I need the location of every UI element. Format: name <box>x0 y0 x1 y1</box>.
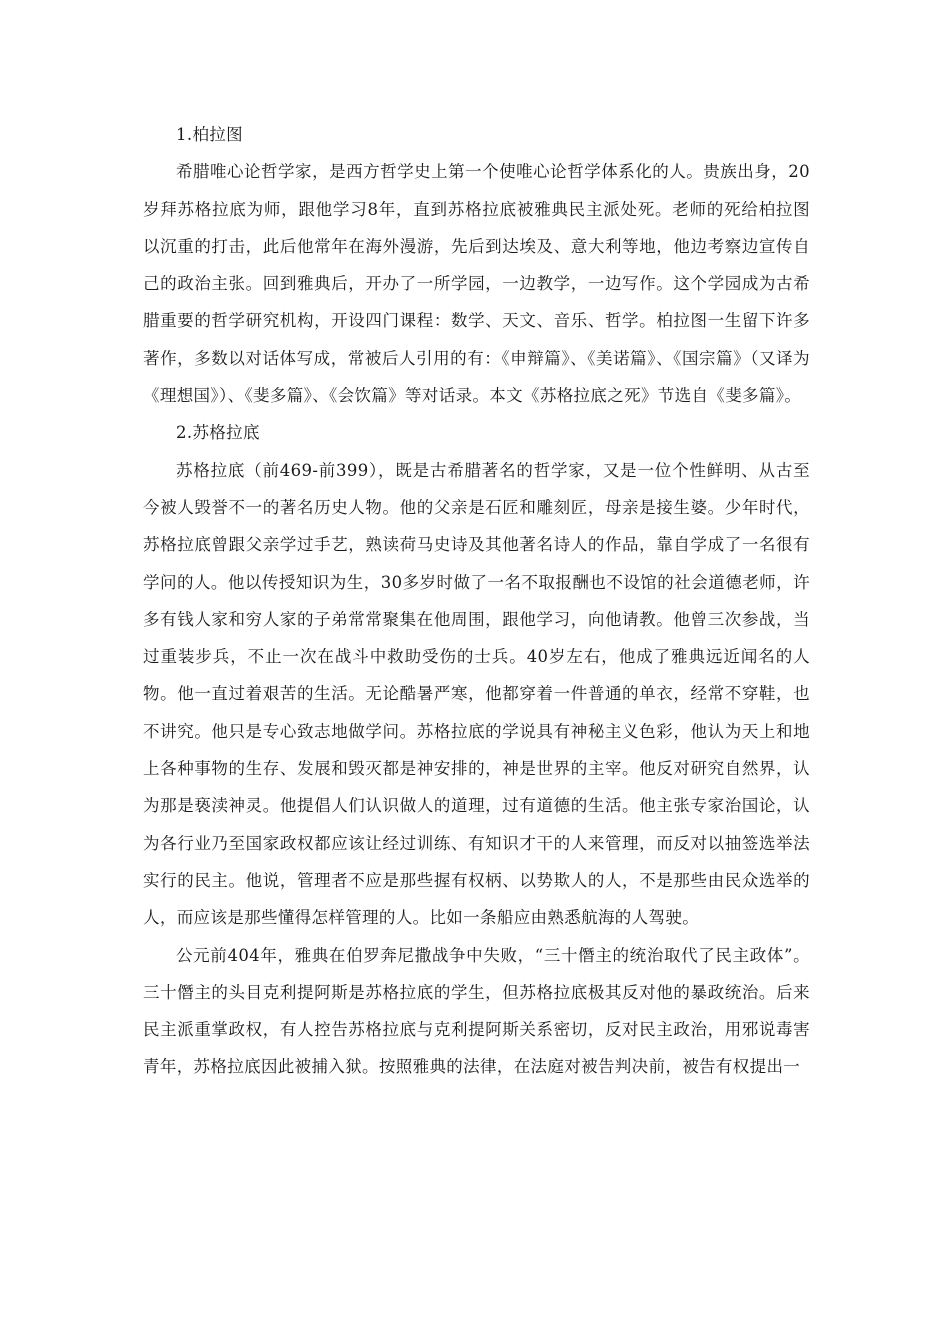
document-page <box>143 116 810 1086</box>
paragraph-plato-bio: 希腊唯心论哲学家，是西方哲学史上第一个使唯心论哲学体系化的人。贵族出身，20岁拜苏格拉底为师，跟他学习8年，直到苏格拉底被雅典民主派处死。老师的死给柏拉图以沉重的打击，此后他常年在海外漫游，先后到达埃及、意大利等地，他边考察边宣传自己的政治主张。回到雅典后，开办了一所学园，一边教学，一边写作。这个学园成为古希腊重要的哲学研究机构，开设四门课程：数学、天文、音乐、哲学。柏拉图一生留下许多著作，多数以对话体写成，常被后人引用的有：《申辩篇》、《美诺篇》、《国宗篇》（又译为《理想国》）、《斐多篇》、《会饮篇》等对话录。本文《苏格拉底之死》节选自《斐多篇》。 <box>143 162 810 406</box>
paragraph-socrates-bio: 苏格拉底（前469-前399），既是古希腊著名的哲学家，又是一位个性鲜明、从古至今被人毁誉不一的著名历史人物。他的父亲是石匠和雕刻匠，母亲是接生婆。少年时代，苏格拉底曾跟父亲学过手艺，熟读荷马史诗及其他著名诗人的作品，靠自学成了一名很有学问的人。他以传授知识为生，30多岁时做了一名不取报酬也不设馆的社会道德老师，许多有钱人家和穷人家的子弟常常聚集在他周围，跟他学习，向他请教。他曾三次参战，当过重装步兵，不止一次在战斗中救助受伤的士兵。40岁左右，他成了雅典远近闻名的人物。他一直过着艰苦的生活。无论酷暑严寒，他都穿着一件普通的单衣，经常不穿鞋，也不讲究。他只是专心致志地做学问。苏格拉底的学说具有神秘主义色彩，他认为天上和地上各种事物的生存、发展和毁灭都是神安排的，神是世界的主宰。他反对研究自然界，认为那是亵渎神灵。他提倡人们认识做人的道理，过有道德的生活。他主张专家治国论，认为各行业乃至国家政权都应该让经过训练、有知识才干的人来管理，而反对以抽签选举法实行的民主。他说，管理者不应是那些握有权柄、以势欺人的人，不是那些由民众选举的人，而应该是那些懂得怎样管理的人。比如一条船应由熟悉航海的人驾驶。 <box>143 460 810 928</box>
section-heading-socrates: 2.苏格拉底 <box>176 423 260 443</box>
paragraph-socrates-trial: 公元前404年，雅典在伯罗奔尼撒战争中失败，“三十僭主的统治取代了民主政体”。三十僭主的头目克利提阿斯是苏格拉底的学生，但苏格拉底极其反对他的暴政统治。后来民主派重掌政权，有人控告苏格拉底与克利提阿斯关系密切，反对民主政治，用邪说毒害青年，苏格拉底因此被捕入狱。按照雅典的法律，在法庭对被告判决前，被告有权提出一 <box>143 945 810 1077</box>
section-heading-plato: 1.柏拉图 <box>176 125 243 144</box>
